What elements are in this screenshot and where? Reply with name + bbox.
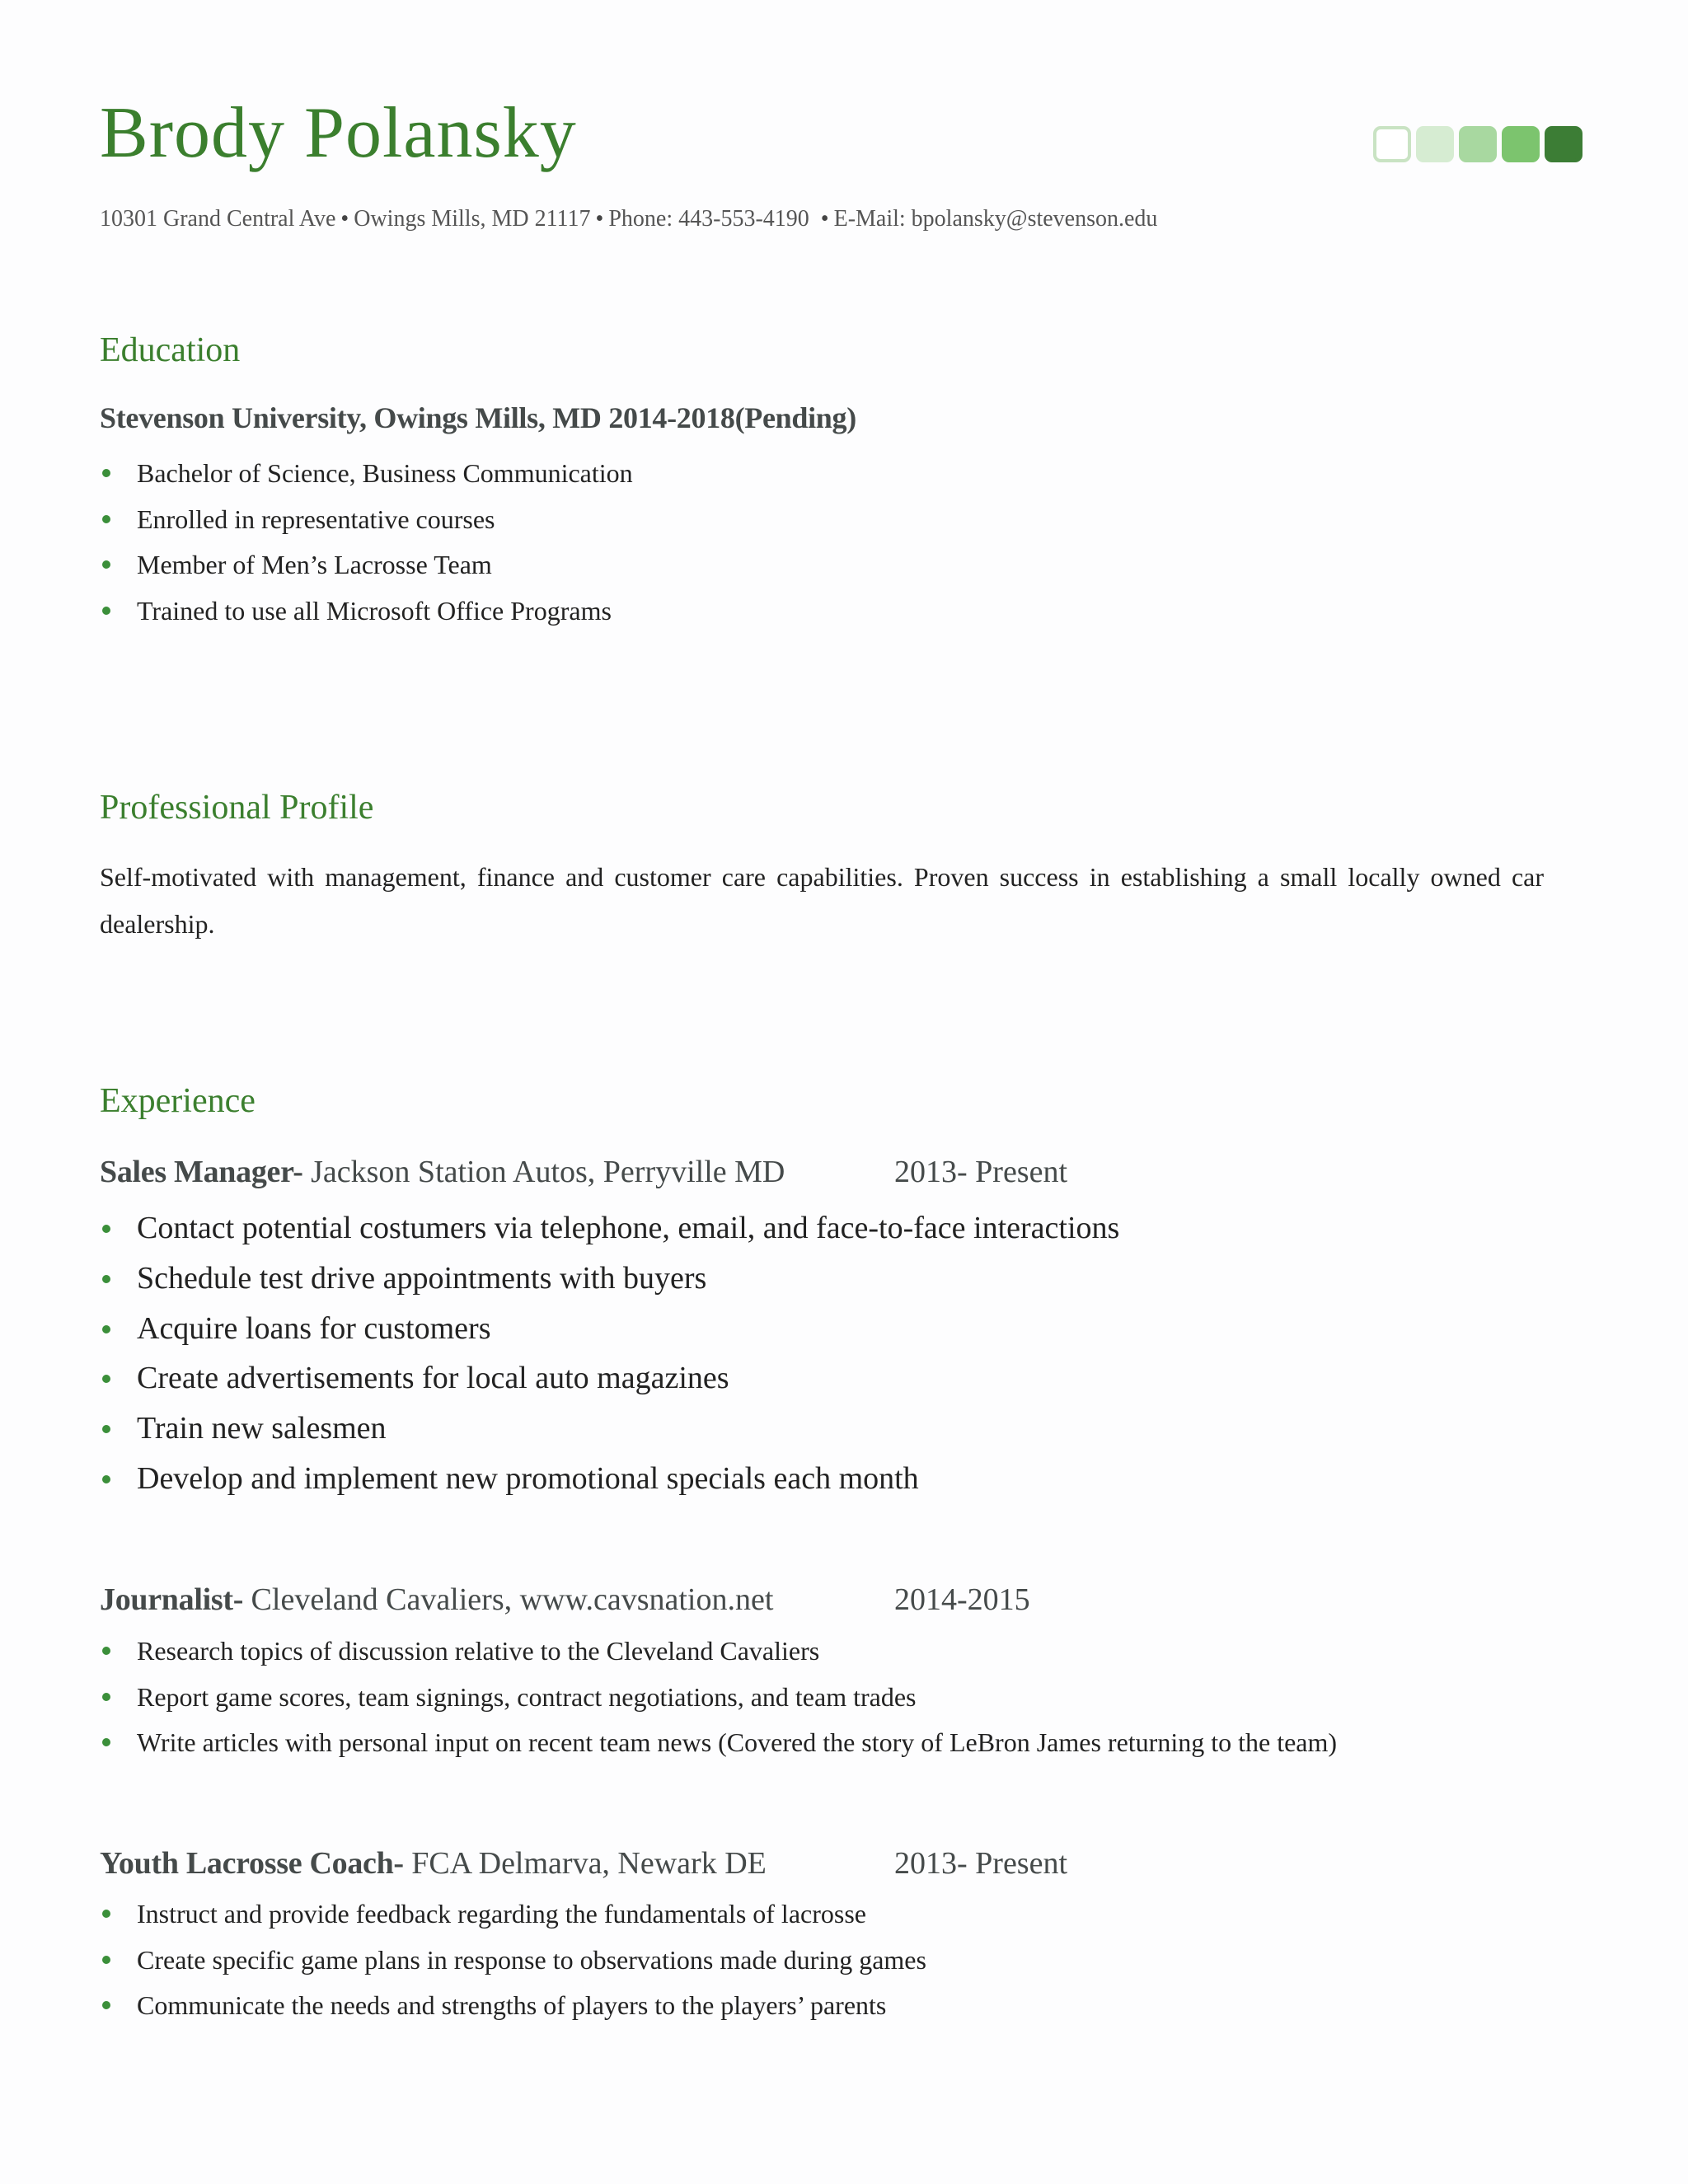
list-item-text: Research topics of discussion relative to the Cleveland Cavaliers [137,1636,820,1666]
list-item [100,1897,926,1943]
list-item-text: Member of Men’s Lacrosse Team [137,550,492,579]
contact-city: Owings Mills, MD 21117 [354,206,591,232]
decorative-square [1545,126,1582,162]
job-duties-list [100,1634,1337,1772]
job-heading [100,1846,1068,1881]
list-item [100,1360,1119,1410]
bullet-icon [102,1693,110,1701]
bullet-icon [102,1425,110,1433]
education-school [100,403,856,433]
list-item-text: Write articles with personal input on recent team news (Covered the story of LeBron James returning to the team) [137,1727,1338,1757]
bullet-icon [102,1225,110,1233]
job-duties-list [100,1210,1119,1511]
decorative-square [1416,126,1454,162]
school-name: Stevenson University, Owings Mills, MD 2014-2018(Pending) [100,401,856,434]
list-item-text: Report game scores, team signings, contract negotiations, and team trades [137,1681,917,1712]
list-item-text: Create advertisements for local auto magazines [137,1361,729,1396]
contact-address: 10301 Grand Central Ave [100,206,336,232]
contact-phone: Phone: 443-553-4190 [608,206,809,232]
job-org: Cleveland Cavaliers, www.cavsnation.net [243,1582,774,1617]
list-item-text: Communicate the needs and strengths of players to the players’ parents [137,1990,887,2020]
job-title: Journalist- [100,1582,244,1617]
decorative-squares [1373,126,1582,162]
bullet-icon [102,2001,110,2009]
list-item [100,1634,1337,1680]
list-item [100,1943,926,1990]
bullet-icon [102,1325,110,1333]
list-item [100,503,633,549]
bullet-icon [102,1475,110,1483]
experience-heading: Experience [100,1082,256,1120]
decorative-square [1459,126,1497,162]
profile-text: Self-motivated with management, finance and customer care capabilities. Proven success in establishing a small locally owned car dealership. [100,862,1544,939]
candidate-name: Brody Polansky [100,93,577,173]
bullet-icon [102,515,110,523]
job-date: 2014-2015 [894,1582,1030,1617]
list-item-text: Acquire loans for customers [137,1310,491,1346]
list-item [100,1210,1119,1260]
profile-heading: Professional Profile [100,789,374,827]
bullet-icon [102,1375,110,1383]
bullet-icon [102,1738,110,1746]
separator-dot: • [340,206,349,232]
list-item-text: Bachelor of Science, Business Communication [137,458,633,488]
job-date: 2013- Present [894,1155,1068,1189]
separator-dot: • [820,206,829,232]
job-org: FCA Delmarva, Newark DE [403,1846,767,1881]
list-item [100,457,633,503]
list-item-text: Create specific game plans in response to observations made during games [137,1944,926,1975]
job-duties-list [100,1897,926,2035]
list-item-text: Enrolled in representative courses [137,504,495,534]
list-item [100,1460,1119,1511]
job-heading [100,1155,1068,1189]
bullet-icon [102,469,110,477]
bullet-icon [102,1275,110,1283]
job-heading [100,1582,1030,1617]
job-title: Sales Manager- [100,1155,303,1189]
decorative-square [1502,126,1540,162]
education-heading: Education [100,331,241,369]
job-org: Jackson Station Autos, Perryville MD [302,1155,785,1189]
bullet-icon [102,560,110,569]
list-item-text: Contact potential costumers via telephone, email, and face-to-face interactions [137,1211,1120,1245]
bullet-icon [102,1910,110,1918]
bullet-icon [102,607,110,615]
contact-email: E-Mail: bpolansky@stevenson.edu [833,206,1158,232]
decorative-square [1373,126,1411,162]
separator-dot: • [595,206,604,232]
list-item [100,1680,1337,1727]
list-item-text: Train new salesmen [137,1411,387,1446]
list-item-text: Instruct and provide feedback regarding the fundamentals of lacrosse [137,1899,866,1929]
education-list [100,457,633,640]
list-item [100,594,633,640]
job-title: Youth Lacrosse Coach- [100,1846,404,1881]
contact-line [100,204,1157,234]
list-item [100,1410,1119,1460]
list-item [100,1260,1119,1310]
list-item [100,1310,1119,1361]
list-item [100,1989,926,2035]
list-item [100,1726,1337,1772]
bullet-icon [102,1956,110,1964]
list-item-text: Develop and implement new promotional specials each month [137,1460,919,1496]
list-item [100,548,633,594]
list-item-text: Trained to use all Microsoft Office Programs [137,595,612,626]
bullet-icon [102,1647,110,1655]
job-date: 2013- Present [894,1846,1068,1881]
list-item-text: Schedule test drive appointments with buyers [137,1260,707,1296]
